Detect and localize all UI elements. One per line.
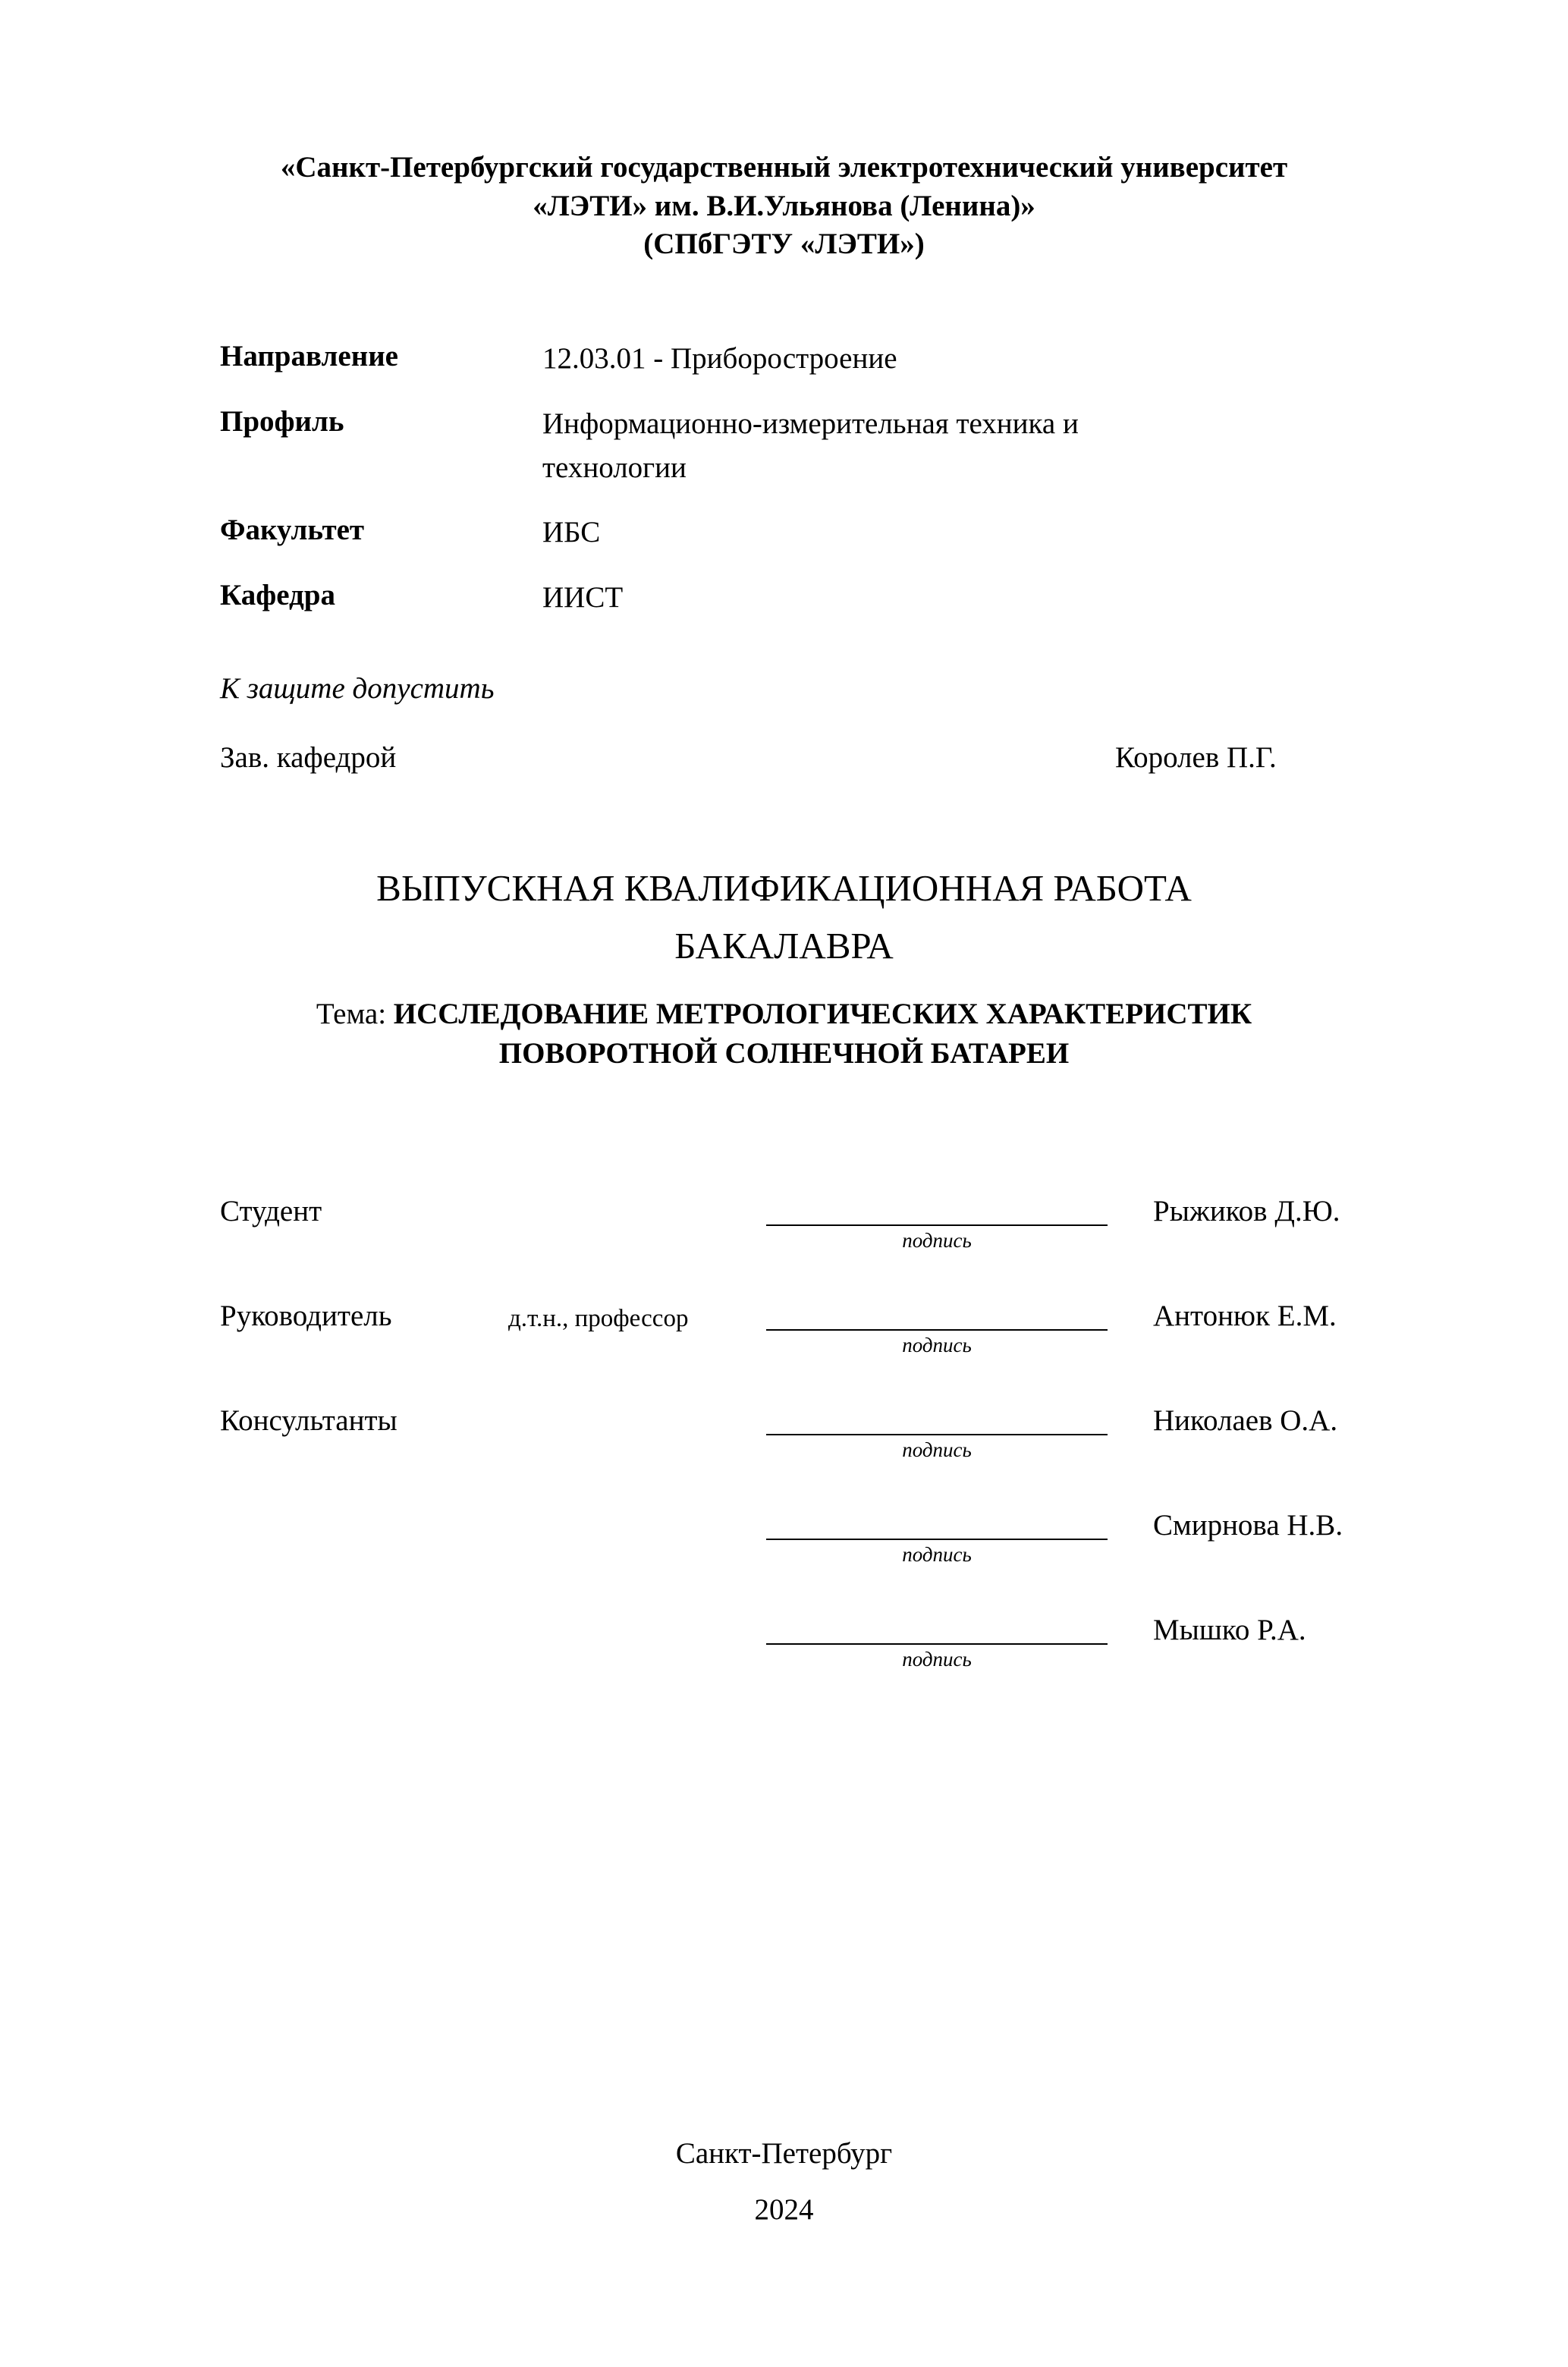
- signature-line-wrap-consultant-2: [766, 1502, 1108, 1567]
- signature-role-supervisor: Руководитель: [220, 1299, 392, 1332]
- admission-row: [220, 740, 1568, 775]
- signature-line-supervisor: [766, 1293, 1108, 1331]
- signature-row-supervisor: [220, 1293, 1568, 1375]
- info-label-faculty: Факультет: [220, 514, 365, 547]
- document-page: [0, 149, 1568, 2367]
- signature-line-student: [766, 1188, 1108, 1226]
- admission-block: [0, 671, 1568, 775]
- signature-caption-supervisor: подпись: [902, 1333, 972, 1356]
- signature-line-wrap-consultant-3: [766, 1607, 1108, 1671]
- signature-caption-student: подпись: [902, 1228, 972, 1252]
- signature-caption-consultant-3: подпись: [902, 1647, 972, 1671]
- theme-text: ИССЛЕДОВАНИЕ МЕТРОЛОГИЧЕСКИХ ХАРАКТЕРИСТИК ПОВОРОТНОЙ СОЛНЕЧНОЙ БАТАРЕИ: [393, 997, 1252, 1070]
- admission-note: К защите допустить: [220, 671, 495, 705]
- info-row-direction: [220, 337, 1568, 381]
- signature-degree-consultant-3: [508, 1607, 766, 1619]
- signature-name-consultant-3: Мышко Р.А.: [1153, 1613, 1306, 1646]
- info-row-profile: [220, 402, 1568, 489]
- university-header-line-2: «ЛЭТИ» им. В.И.Ульянова (Ленина)»: [533, 189, 1035, 222]
- info-label-department: Кафедра: [220, 578, 335, 611]
- program-info-table: [0, 337, 1568, 620]
- signature-degree-consultant-1: [508, 1397, 766, 1410]
- signature-degree-supervisor: д.т.н., профессор: [508, 1304, 689, 1332]
- work-title-line-1: ВЫПУСКНАЯ КВАЛИФИКАЦИОННАЯ РАБОТА: [376, 866, 1192, 909]
- work-title: [0, 860, 1568, 975]
- signature-role-consultants: Консультанты: [220, 1404, 397, 1437]
- admission-name: Королев П.Г.: [1115, 740, 1277, 774]
- work-title-line-2: БАКАЛАВРА: [674, 924, 894, 967]
- signature-name-consultant-1: Николаев О.А.: [1153, 1404, 1338, 1437]
- info-value-faculty: ИБС: [542, 516, 601, 549]
- university-header-line-3: (СПбГЭТУ «ЛЭТИ»): [643, 228, 925, 261]
- signature-caption-consultant-2: подпись: [902, 1542, 972, 1566]
- signature-block: [0, 1188, 1568, 1689]
- signature-row-consultant-3: [220, 1607, 1568, 1689]
- footer-year: 2024: [754, 2193, 814, 2226]
- signature-role-consultant-3: [220, 1607, 508, 1613]
- signature-degree-student: [508, 1188, 766, 1200]
- document-footer: [0, 2126, 1568, 2238]
- signature-row-consultant-2: [220, 1502, 1568, 1584]
- signature-row-student: [220, 1188, 1568, 1270]
- signature-row-consultant-1: [220, 1397, 1568, 1479]
- info-row-department: [220, 576, 1568, 620]
- info-value-direction: 12.03.01 - Приборостроение: [542, 342, 897, 376]
- theme-block: [0, 995, 1568, 1074]
- signature-line-consultant-1: [766, 1397, 1108, 1435]
- signature-role-student: Студент: [220, 1194, 322, 1228]
- university-header-line-1: «Санкт-Петербургский государственный электротехнический университет: [280, 151, 1288, 184]
- signature-name-student: Рыжиков Д.Ю.: [1153, 1194, 1340, 1228]
- footer-city: Санкт-Петербург: [675, 2136, 893, 2170]
- university-header: [0, 149, 1568, 264]
- admission-role: Зав. кафедрой: [220, 740, 397, 774]
- signature-line-consultant-2: [766, 1502, 1108, 1540]
- info-row-faculty: [220, 511, 1568, 555]
- theme-label: Тема:: [316, 997, 387, 1030]
- signature-caption-consultant-1: подпись: [902, 1438, 972, 1461]
- signature-line-wrap-supervisor: [766, 1293, 1108, 1357]
- info-label-direction: Направление: [220, 340, 398, 373]
- signature-degree-consultant-2: [508, 1502, 766, 1514]
- signature-role-consultant-2: [220, 1502, 508, 1508]
- signature-name-supervisor: Антонюк Е.М.: [1153, 1299, 1337, 1332]
- info-label-profile: Профиль: [220, 404, 344, 438]
- signature-line-wrap-consultant-1: [766, 1397, 1108, 1462]
- info-value-department: ИИСТ: [542, 580, 624, 614]
- info-value-profile: Информационно-измерительная техника и технологии: [542, 407, 1079, 484]
- signature-line-wrap-student: [766, 1188, 1108, 1253]
- signature-name-consultant-2: Смирнова Н.В.: [1153, 1508, 1343, 1542]
- signature-line-consultant-3: [766, 1607, 1108, 1645]
